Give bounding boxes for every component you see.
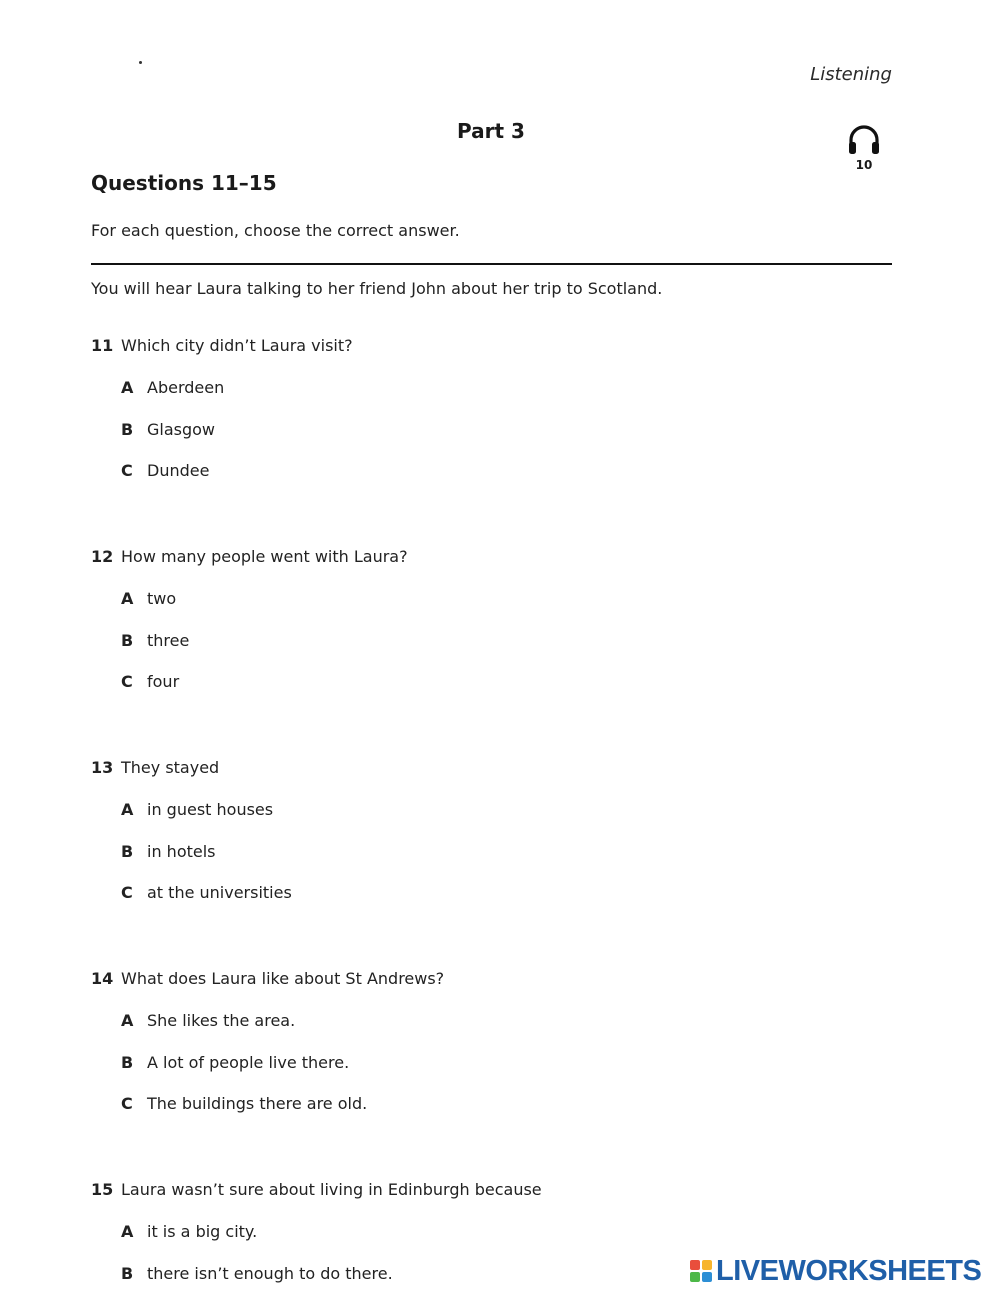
part-title: Part 3 — [457, 119, 525, 143]
logo-square-green — [690, 1272, 700, 1282]
divider-line — [91, 263, 892, 265]
option-letter: C — [121, 672, 133, 691]
option-letter: A — [121, 1222, 134, 1241]
liveworksheets-logo[interactable] — [690, 1254, 981, 1288]
option-text: three — [147, 631, 190, 650]
option-text: two — [147, 589, 177, 608]
logo-square-blue — [702, 1272, 712, 1282]
questions-heading: Questions 11–15 — [91, 171, 277, 195]
question-line — [91, 336, 353, 355]
logo-square-yellow — [702, 1260, 712, 1270]
option-text: it is a big city. — [147, 1222, 258, 1241]
track-number: 10 — [855, 158, 873, 172]
question-line — [91, 1180, 542, 1199]
option-text: four — [147, 672, 180, 691]
option-a[interactable] — [121, 378, 224, 397]
option-letter: C — [121, 1094, 133, 1113]
option-letter: A — [121, 1011, 134, 1030]
question-11 — [91, 336, 691, 496]
question-text: What does Laura like about St Andrews? — [121, 969, 445, 988]
option-letter: A — [121, 589, 134, 608]
question-12 — [91, 547, 691, 707]
question-text: They stayed — [121, 758, 220, 777]
option-text: there isn’t enough to do there. — [147, 1264, 393, 1283]
option-text: in guest houses — [147, 800, 274, 819]
question-text: How many people went with Laura? — [121, 547, 408, 566]
option-text: Aberdeen — [147, 378, 225, 397]
question-text: Which city didn’t Laura visit? — [121, 336, 353, 355]
option-b[interactable] — [121, 1264, 393, 1283]
question-text: Laura wasn’t sure about living in Edinburgh because — [121, 1180, 542, 1199]
option-letter: A — [121, 800, 134, 819]
option-c[interactable] — [121, 1094, 367, 1113]
option-letter: B — [121, 631, 134, 650]
option-letter: C — [121, 883, 133, 902]
option-text: The buildings there are old. — [147, 1094, 368, 1113]
option-letter: C — [121, 461, 133, 480]
option-text: She likes the area. — [147, 1011, 296, 1030]
option-a[interactable] — [121, 589, 176, 608]
option-text: A lot of people live there. — [147, 1053, 350, 1072]
question-line — [91, 969, 444, 988]
option-letter: A — [121, 378, 134, 397]
instruction-text: For each question, choose the correct answer. — [91, 221, 460, 240]
option-text: in hotels — [147, 842, 216, 861]
question-line — [91, 547, 408, 566]
option-c[interactable] — [121, 461, 209, 480]
question-number: 12 — [91, 547, 114, 566]
option-a[interactable] — [121, 1011, 295, 1030]
option-letter: B — [121, 420, 134, 439]
option-b[interactable] — [121, 420, 215, 439]
option-b[interactable] — [121, 631, 189, 650]
question-number: 13 — [91, 758, 114, 777]
logo-square-red — [690, 1260, 700, 1270]
question-line — [91, 758, 219, 777]
option-text: Glasgow — [147, 420, 216, 439]
logo-text: LIVEWORKSHEETS — [716, 1254, 982, 1287]
option-a[interactable] — [121, 1222, 257, 1241]
logo-mark-icon — [690, 1260, 712, 1282]
question-14 — [91, 969, 691, 1129]
option-c[interactable] — [121, 672, 179, 691]
question-number: 11 — [91, 336, 114, 355]
option-text: Dundee — [147, 461, 210, 480]
option-text: at the universities — [147, 883, 292, 902]
question-number: 14 — [91, 969, 114, 988]
context-text: You will hear Laura talking to her friend John about her trip to Scotland. — [91, 279, 663, 298]
option-letter: B — [121, 1264, 134, 1283]
option-b[interactable] — [121, 1053, 349, 1072]
question-13 — [91, 758, 691, 918]
option-b[interactable] — [121, 842, 216, 861]
scan-speck — [139, 61, 142, 64]
option-letter: B — [121, 842, 134, 861]
option-letter: B — [121, 1053, 134, 1072]
option-c[interactable] — [121, 883, 292, 902]
section-label: Listening — [810, 64, 892, 85]
question-number: 15 — [91, 1180, 114, 1199]
option-a[interactable] — [121, 800, 273, 819]
headphones-icon[interactable] — [846, 124, 882, 156]
question-15 — [91, 1180, 691, 1294]
